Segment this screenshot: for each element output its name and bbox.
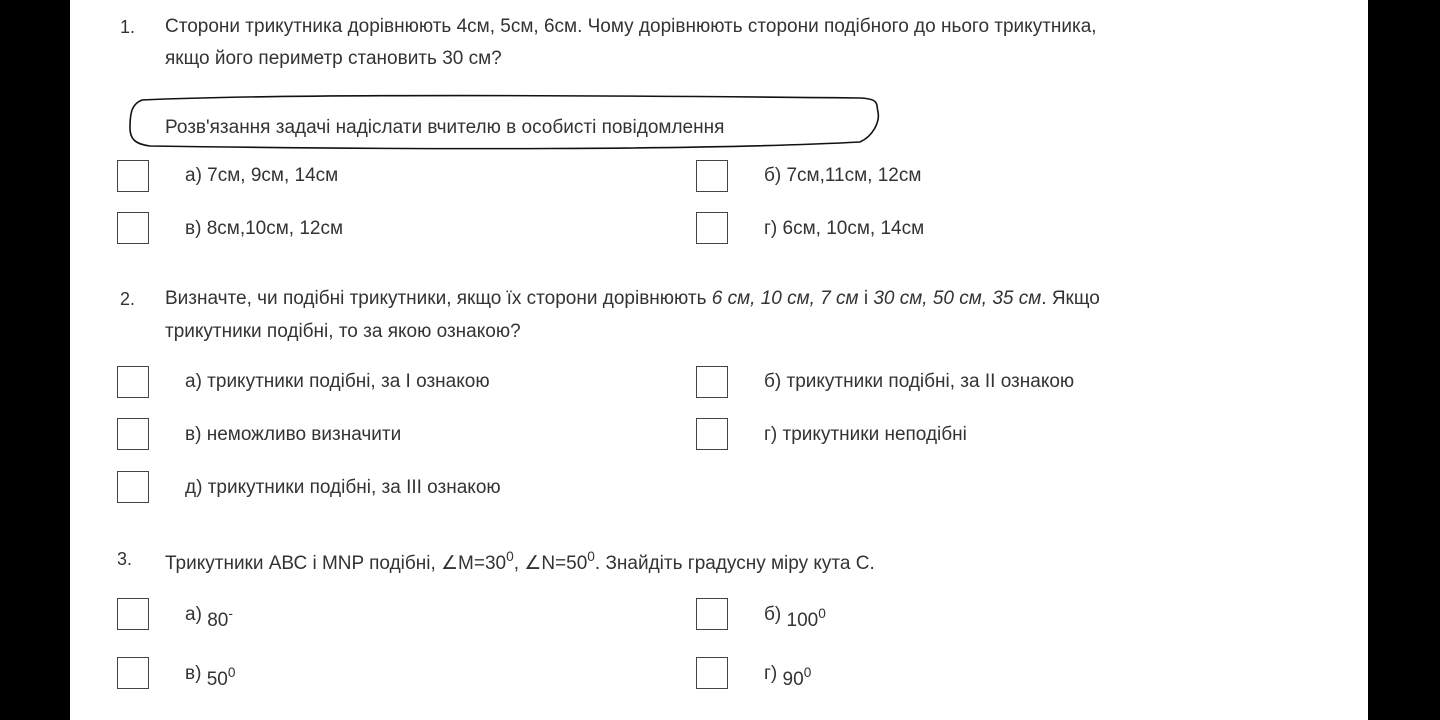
q2-option-d-checkbox[interactable] [117,471,149,503]
q2-option-v-checkbox[interactable] [117,418,149,450]
q3-text-part2: , ∠N=50 [513,553,588,574]
q3-option-b-value: 100 [786,610,819,631]
q3-option-v-label [185,662,236,690]
q1-option-g-checkbox[interactable] [696,212,728,244]
q1-option-b-label: б) 7см,11см, 12см [764,165,922,186]
q2-option-a-checkbox[interactable] [117,366,149,398]
q3-option-v-sup: 0 [227,665,236,680]
q3-option-v-prefix: в) [185,663,202,684]
q3-option-b-checkbox[interactable] [696,598,728,630]
q3-degree-sup1: 0 [506,549,514,564]
q3-option-b-label [764,603,826,631]
q1-option-a-checkbox[interactable] [117,160,149,192]
q2-option-g-label: г) трикутники неподібні [764,424,967,445]
q3-option-g-label [764,662,812,690]
q3-option-v-checkbox[interactable] [117,657,149,689]
question-2-text-line2: трикутники подібні, то за якою ознакою? [165,321,521,342]
q3-option-g-sup: 0 [803,665,812,680]
q2-text-end: . Якщо [1041,288,1100,309]
q1-option-b-checkbox[interactable] [696,160,728,192]
q2-option-v-label: в) неможливо визначити [185,424,402,445]
q1-option-g-label: г) 6см, 10см, 14см [764,218,925,239]
q3-text-part3: . Знайдіть градусну міру кута С. [594,553,875,574]
q1-option-a-label: а) 7см, 9см, 14см [185,165,339,186]
q3-text-part1: Трикутники АВС і MNP подібні, ∠M=30 [165,553,507,574]
q2-text-mid: і [858,288,874,309]
q2-option-a-label: а) трикутники подібні, за І ознакою [185,371,490,392]
q3-option-a-value: 80 [207,610,229,631]
question-1-note: Розв'язання задачі надіслати вчителю в особисті повідомлення [165,117,725,138]
question-2-number: 2. [120,289,136,309]
q2-option-g-checkbox[interactable] [696,418,728,450]
question-3-text [165,549,875,576]
q2-sides-second: 30 см, 50 см, 35 см [873,288,1042,309]
worksheet-page [70,0,1368,720]
q1-option-v-checkbox[interactable] [117,212,149,244]
q3-degree-sup2: 0 [587,549,595,564]
q3-option-b-prefix: б) [764,604,782,625]
q3-option-v-value: 50 [206,669,228,690]
q3-option-b-sup: 0 [818,606,826,621]
q3-option-g-prefix: г) [764,663,778,684]
question-3-number: 3. [117,549,133,569]
q2-option-b-label: б) трикутники подібні, за ІІ ознакою [764,371,1075,392]
question-1-text-line2: якщо його периметр становить 30 см? [165,48,502,69]
q3-option-a-prefix: а) [185,604,202,625]
q2-option-d-label: д) трикутники подібні, за ІІІ ознакою [185,477,501,498]
question-1-number: 1. [120,17,136,37]
question-2-text-line1 [165,287,1100,311]
q3-option-g-checkbox[interactable] [696,657,728,689]
q2-sides-first: 6 см, 10 см, 7 см [711,288,859,309]
q3-option-a-label [185,603,233,631]
q2-text-start: Визначте, чи подібні трикутники, якщо їх сторони дорівнюють [165,288,712,309]
q2-option-b-checkbox[interactable] [696,366,728,398]
q3-option-a-sup: - [228,606,233,621]
q3-option-g-value: 90 [782,669,804,690]
q3-option-a-checkbox[interactable] [117,598,149,630]
question-1-text-line1: Сторони трикутника дорівнюють 4см, 5см, 6см. Чому дорівнюють сторони подібного до нього трикутника, [165,16,1097,37]
q1-option-v-label: в) 8см,10см, 12см [185,218,344,239]
